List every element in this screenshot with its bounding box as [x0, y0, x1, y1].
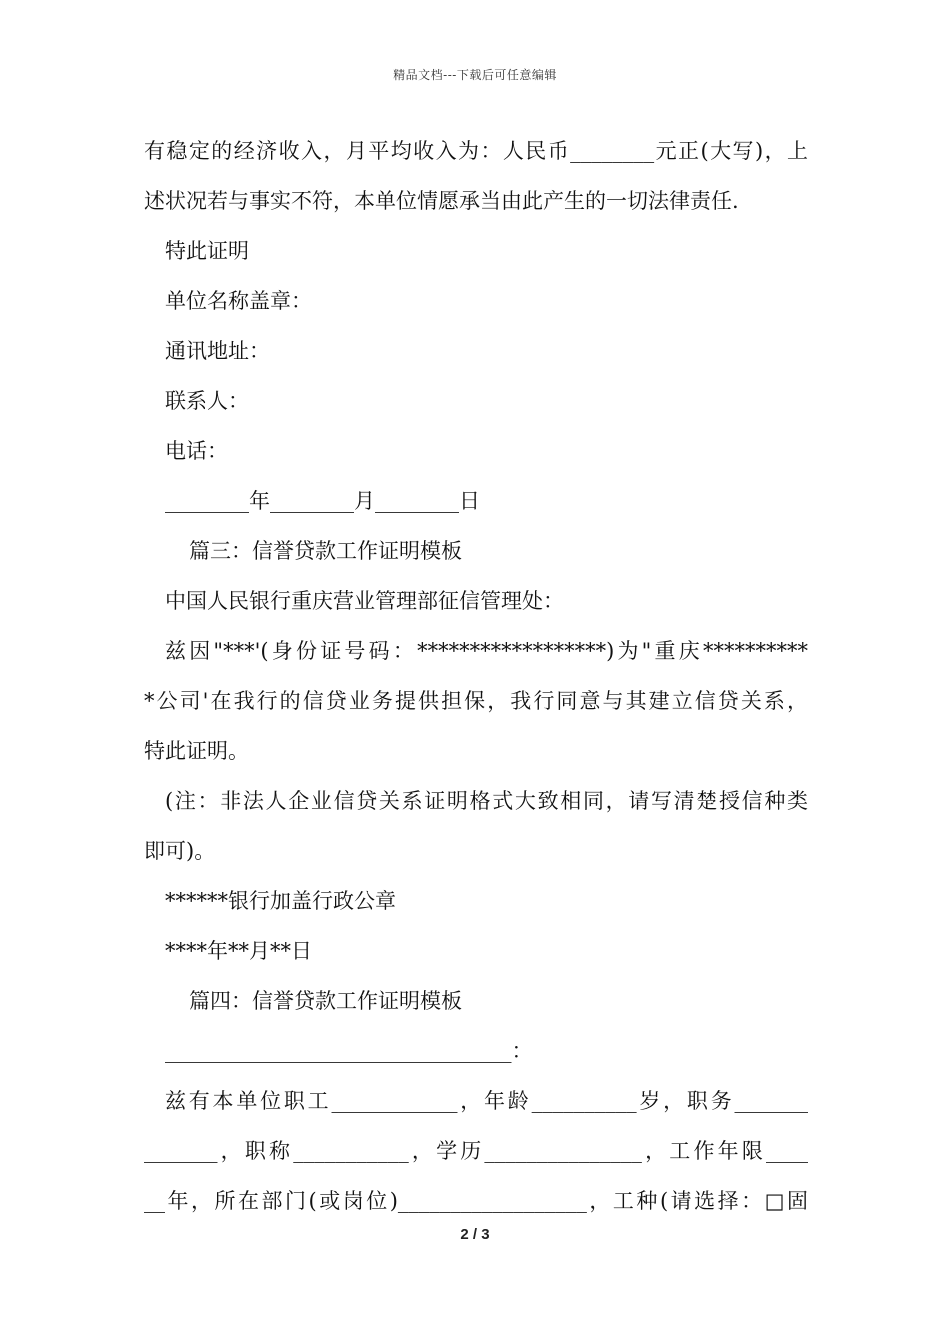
page-header: 精品文档---下载后可任意编辑	[393, 68, 557, 82]
text-line: 篇四：信誉贷款工作证明模板	[189, 989, 462, 1013]
text-line: 电话：	[165, 439, 228, 463]
page-number: 2 / 3	[460, 1226, 490, 1243]
text-line: 兹有本单位职工____________，年龄__________岁，职务_______	[165, 1089, 808, 1113]
text-line: 联系人：	[165, 389, 249, 413]
document-body	[144, 126, 808, 1226]
text-line: ******银行加盖行政公章	[165, 889, 396, 913]
text-line: 有稳定的经济收入，月平均收入为：人民币________元正(大写)，上	[144, 139, 808, 163]
text-line: 述状况若与事实不符，本单位情愿承当由此产生的一切法律责任.	[144, 189, 739, 213]
text-line: _________________________________：	[165, 1039, 533, 1063]
text-line: 单位名称盖章：	[165, 289, 312, 313]
text-line: _______，职称___________，学历_______________，工作年限____	[144, 1139, 808, 1163]
text-line: 兹因"***'(身份证号码：******************)为"重庆**********	[165, 639, 808, 663]
text-line: (注：非法人企业信贷关系证明格式大致相同，请写清楚授信种类	[165, 789, 808, 813]
text-line: 特此证明	[165, 239, 249, 263]
text-line: *公司'在我行的信贷业务提供担保，我行同意与其建立信贷关系，	[144, 689, 808, 713]
text-line: 即可)。	[144, 839, 216, 863]
text-line: __年，所在部门(或岗位)__________________，工种(请选择：□固	[144, 1189, 808, 1213]
text-line: ****年**月**日	[165, 939, 312, 963]
text-line: 特此证明。	[144, 739, 249, 763]
text-line: 中国人民银行重庆营业管理部征信管理处：	[165, 589, 564, 613]
text-line: 通讯地址：	[165, 339, 270, 363]
text-line: 篇三：信誉贷款工作证明模板	[189, 539, 462, 563]
text-line: ________年________月________日	[165, 489, 480, 513]
